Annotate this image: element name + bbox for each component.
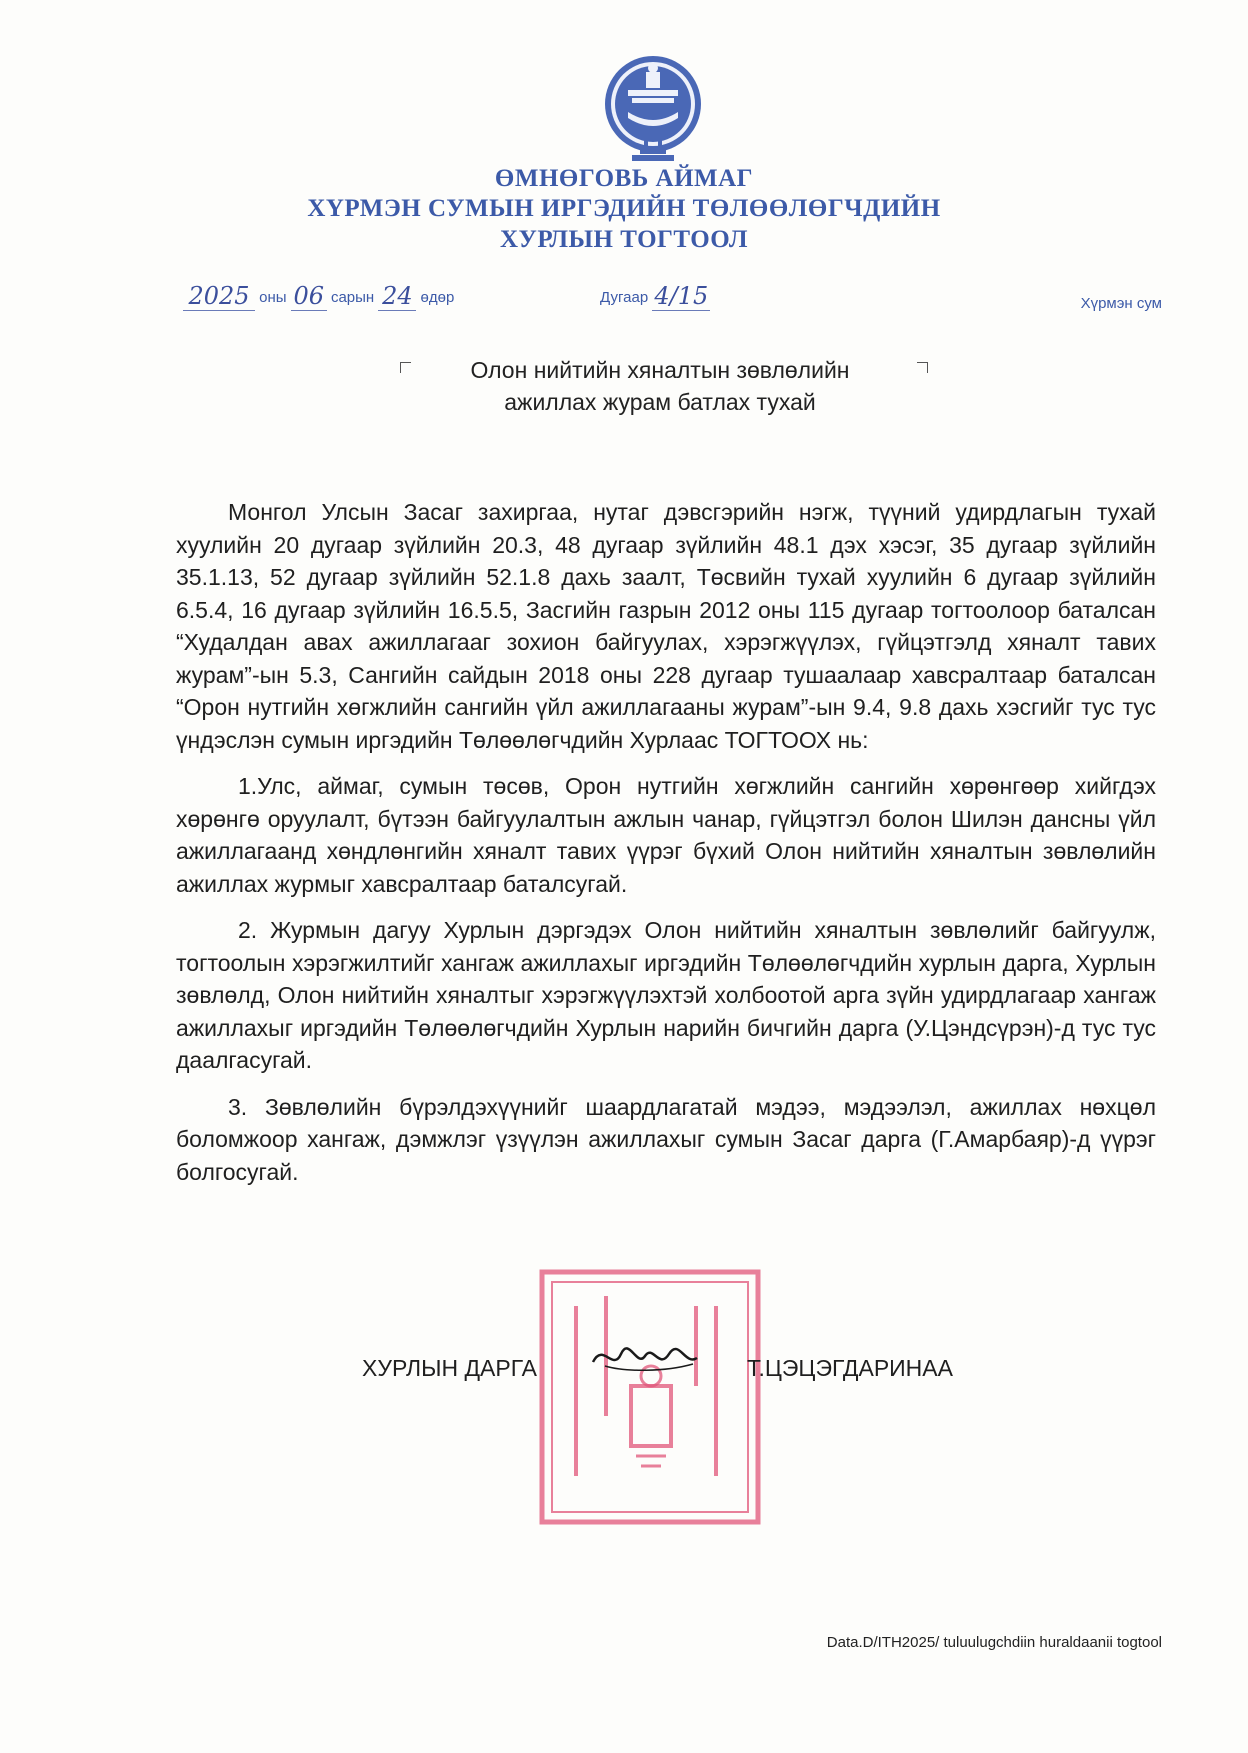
date-month-suffix: сарын xyxy=(330,289,375,306)
chairperson-title: ХУРЛЫН ДАРГА xyxy=(362,1355,537,1381)
aimag-title: ӨМНӨГОВЬ АЙМАГ xyxy=(494,165,754,192)
resolution-body xyxy=(176,496,1156,1202)
date-day: 24 xyxy=(378,282,416,311)
file-path-footer: Data.D/ITH2025/ tuluulugchdiin huraldaanii togtool xyxy=(826,1634,1162,1651)
chairperson-name: Т.ЦЭЦЭГДАРИНАА xyxy=(747,1355,953,1381)
place-label: Хүрмэн сум xyxy=(1080,295,1162,312)
date-field xyxy=(183,282,454,311)
subject-heading xyxy=(360,354,960,418)
date-month: 06 xyxy=(291,282,327,311)
preamble-paragraph: Монгол Улсын Засаг захиргаа, нутаг дэвсгэрийн нэгж, түүний удирдлагын тухай хуулийн 20 дугаар зүйлийн 20.3, 48 дугаар зүйлийн 48.1 дэх хэсэг, 35 дугаар зүйлийн 35.1.13, 52 дугаар зүйлийн 52.1.8 дахь заалт, Төсвийн тухай хуулийн 6 дугаар зүйлийн 6.5.4, 16 дугаар зүйлийн 16.5.5, Засгийн газрын 2012 оны 115 дугаар тогтоолоор баталсан “Худалдан авах ажиллагааг зохион байгуулах, хэрэгжүүлэх, гүйцэтгэлд хяналт тавих журам”-ын 5.3, Сангийн сайдын 2018 оны 228 дугаар тушаалаар хавсралтаар баталсан “Орон нутгийн хөгжлийн сангийн үйл ажиллагааны журам”-ын 9.4, 9.8 дахь хэсгийг тус тус үндэслэн сумын иргэдийн Төлөөлөгчдийн Хурлаас ТОГТООХ нь: xyxy=(176,499,1156,753)
resolution-number-field xyxy=(600,282,710,311)
date-day-suffix: өдөр xyxy=(420,289,455,306)
decision-item-2: 2. Журмын дагуу Хурлын дэргэдэх Олон нийтийн хяналтын зөвлөлийг байгуулж, тогтоолын хэрэгжилтийг хангаж ажиллахыг иргэдийн Төлөөлөгчдийн хурлын дарга, Хурлын зөвлөлд, Олон нийтийн хяналтыг хэрэгжүүлэхтэй холбоотой арга зүйн удирдлагаар хангаж ажиллахыг иргэдийн Төлөөлөгчдийн Хурлын нарийн бичгийн дарга (У.Цэндсүрэн)-д тус тус даалгасугай. xyxy=(176,917,1156,1073)
resolution-number: 4/15 xyxy=(652,282,710,311)
subject-line-2: ажиллах журам батлах тухай xyxy=(504,389,816,415)
decision-item-3: 3. Зөвлөлийн бүрэлдэхүүнийг шаардлагатай мэдээ, мэдээлэл, ажиллах нөхцөл боломжоор хангаж, дэмжлэг үзүүлэн ажиллахыг сумын Засаг дарга (Г.Амарбаяр)-д үүрэг болгосугай. xyxy=(176,1093,1156,1185)
number-label: Дугаар xyxy=(600,289,649,306)
handwritten-signature-icon xyxy=(585,1332,705,1382)
decision-item-1: 1.Улс, аймаг, сумын төсөв, Орон нутгийн хөгжлийн сангийн хөрөнгөөр хийгдэх хөрөнгө оруулалт, бүтээн байгуулалтын ажлын чанар, гүйцэтгэл болон Шилэн дансны үйл ажиллагаанд хөндлөнгийн хяналт тавих үүрэг бүхий Олон нийтийн хяналтын зөвлөлийн ажиллах журмыг хавсралтаар баталсугай. xyxy=(176,773,1156,897)
date-year: 2025 xyxy=(183,282,255,311)
date-year-suffix: оны xyxy=(259,289,287,306)
official-seal-icon xyxy=(536,1266,764,1528)
council-title: ХҮРМЭН СУМЫН ИРГЭДИЙН ТӨЛӨӨЛӨГЧДИЙН xyxy=(307,195,941,222)
subject-line-1: Олон нийтийн хяналтын зөвлөлийн xyxy=(470,357,850,383)
resolution-title: ХУРЛЫН ТОГТООЛ xyxy=(499,226,749,253)
state-emblem-icon xyxy=(598,52,708,164)
